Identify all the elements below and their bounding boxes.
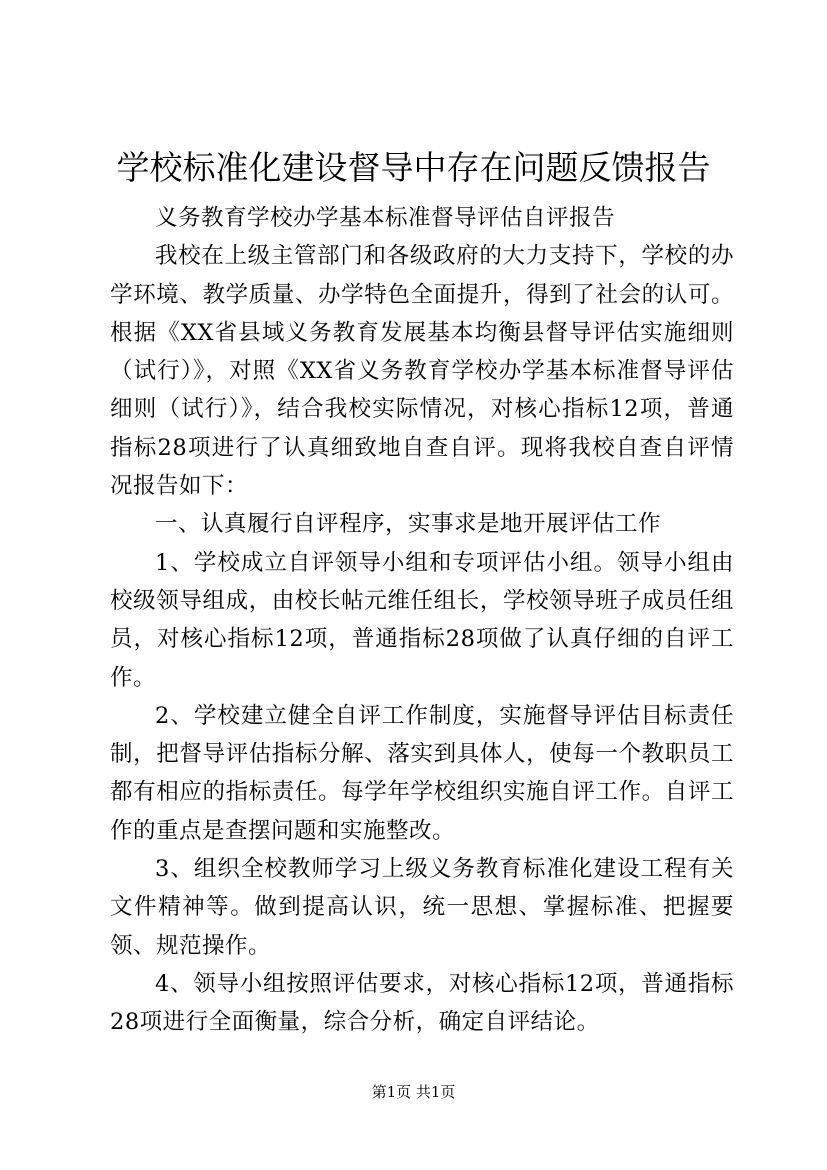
intro-paragraph: 我校在上级主管部门和各级政府的大力支持下，学校的办学环境、教学质量、办学特色全面提升，得到了社会的认可。根据《XX省县域义务教育发展基本均衡县督导评估实施细则（试行）》，对照《XX省义务教育学校办学基本标准督导评估细则（试行）》，结合我校实际情况，对核心指标12项，普通指标28项进行了认真细致地自查自评。现将我校自查自评情况报告如下：: [110, 243, 734, 500]
item-paragraph-1: 1、学校成立自评领导小组和专项评估小组。领导小组由校级领导组成，由校长帖元维任组长，学校领导班子成员任组员，对核心指标12项，普通指标28项做了认真仔细的自评工作。: [110, 549, 734, 691]
item-paragraph-4: 4、领导小组按照评估要求，对核心指标12项，普通指标28项进行全面衡量，综合分析，确定自评结论。: [110, 970, 734, 1036]
document-title: 学校标准化建设督导中存在问题反馈报告: [116, 148, 711, 187]
item-paragraph-2: 2、学校建立健全自评工作制度，实施督导评估目标责任制，把督导评估指标分解、落实到具体人，使每一个教职员工都有相应的指标责任。每学年学校组织实施自评工作。自评工作的重点是查摆问题和实施整改。: [110, 702, 734, 844]
subtitle-paragraph: 义务教育学校办学基本标准督导评估自评报告: [155, 205, 616, 231]
document-body: [110, 199, 734, 1042]
section-heading: 一、认真履行自评程序，实事求是地开展评估工作: [155, 511, 662, 538]
page-footer: 第1页 共1页: [371, 1083, 456, 1101]
item-paragraph-3: 3、组织全校教师学习上级义务教育标准化建设工程有关文件精神等。做到提高认识，统一思想、掌握标准、把握要领、规范操作。: [110, 856, 734, 959]
